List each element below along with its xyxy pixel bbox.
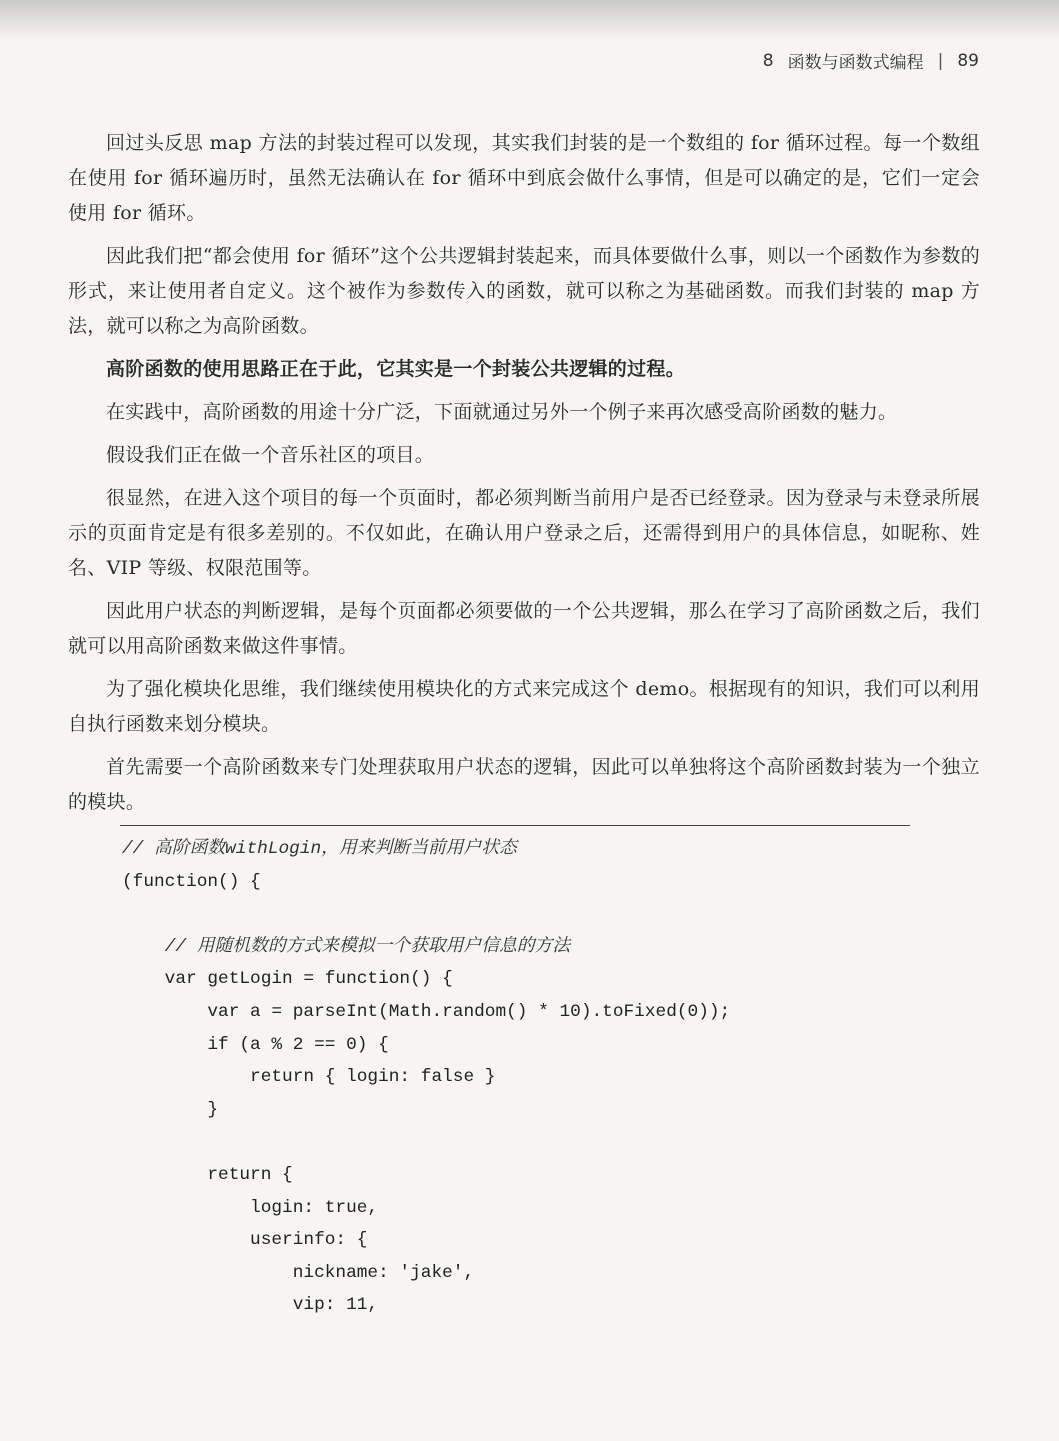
code-line: var a = parseInt(Math.random() * 10).toFixed(0)); bbox=[122, 1001, 731, 1022]
code-line: // 高阶函数withLogin，用来判断当前用户状态 bbox=[122, 839, 517, 859]
code-line: var getLogin = function() { bbox=[122, 969, 453, 990]
running-header bbox=[763, 48, 979, 73]
code-line: // 用随机数的方式来模拟一个获取用户信息的方法 bbox=[122, 936, 571, 957]
paragraph: 回过头反思 map 方法的封装过程可以发现，其实我们封装的是一个数组的 for 循环过程。每一个数组在使用 for 循环遍历时，虽然无法确认在 for 循环中到底会做什么事情，但是可以确定的是，它们一定会使用 for 循环。 bbox=[68, 132, 980, 224]
page-number: 89 bbox=[957, 50, 979, 71]
paragraph: 很显然，在进入这个项目的每一个页面时，都必须判断当前用户是否已经登录。因为登录与未登录所展示的页面肯定是有很多差别的。不仅如此，在确认用户登录之后，还需得到用户的具体信息，如昵称、姓名、VIP 等级、权限范围等。 bbox=[68, 487, 980, 579]
paragraph: 因此我们把“都会使用 for 循环”这个公共逻辑封装起来，而具体要做什么事，则以一个函数作为参数的形式，来让使用者自定义。这个被作为参数传入的函数，就可以称之为基础函数。而我们封装的 map 方法，就可以称之为高阶函数。 bbox=[68, 245, 980, 337]
paragraph: 为了强化模块化思维，我们继续使用模块化的方式来完成这个 demo。根据现有的知识，我们可以利用自执行函数来划分模块。 bbox=[68, 678, 980, 735]
code-line: if (a % 2 == 0) { bbox=[122, 1034, 389, 1055]
code-line: vip: 11, bbox=[122, 1295, 379, 1316]
code-line: login: true, bbox=[122, 1197, 379, 1218]
code-line bbox=[122, 1126, 730, 1159]
code-listing bbox=[122, 833, 730, 1322]
body-text bbox=[68, 126, 980, 828]
chapter-number: 8 bbox=[762, 50, 774, 71]
code-line: } bbox=[122, 1099, 219, 1120]
code-top-rule bbox=[120, 825, 910, 826]
emphasis-paragraph: 高阶函数的使用思路正在于此，它其实是一个封装公共逻辑的过程。 bbox=[106, 358, 686, 380]
header-separator: | bbox=[937, 50, 944, 71]
code-line: userinfo: { bbox=[122, 1230, 368, 1251]
paragraph: 因此用户状态的判断逻辑，是每个页面都必须要做的一个公共逻辑，那么在学习了高阶函数之后，我们就可以用高阶函数来做这件事情。 bbox=[68, 600, 980, 657]
paragraph: 首先需要一个高阶函数来专门处理获取用户状态的逻辑，因此可以单独将这个高阶函数封装为一个独立的模块。 bbox=[68, 756, 980, 813]
paragraph: 在实践中，高阶函数的用途十分广泛，下面就通过另外一个例子来再次感受高阶函数的魅力。 bbox=[106, 401, 898, 423]
code-line: nickname: 'jake', bbox=[122, 1262, 475, 1283]
code-line: (function() { bbox=[122, 871, 261, 892]
scan-shadow bbox=[0, 0, 1059, 40]
code-line bbox=[122, 898, 730, 931]
paragraph: 假设我们正在做一个音乐社区的项目。 bbox=[106, 444, 435, 466]
chapter-title: 函数与函数式编程 bbox=[787, 53, 924, 73]
code-line: return { bbox=[122, 1164, 293, 1185]
code-line: return { login: false } bbox=[122, 1067, 496, 1088]
